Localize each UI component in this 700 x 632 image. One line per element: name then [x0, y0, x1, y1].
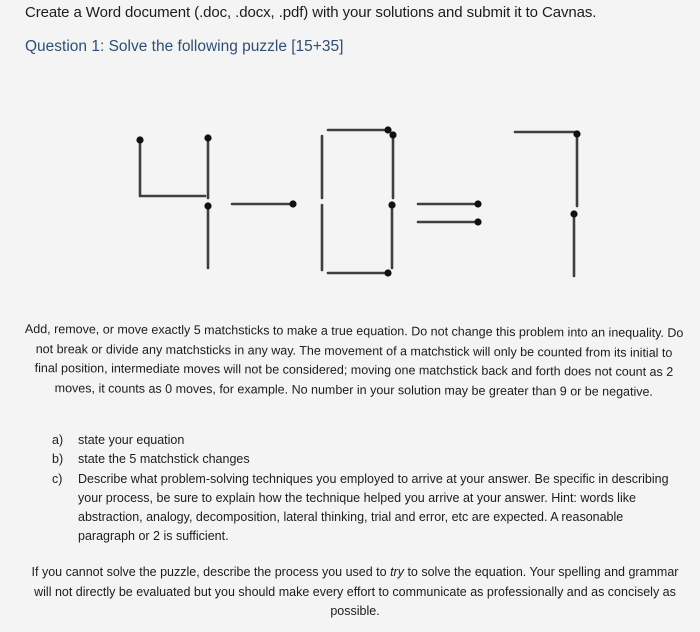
matchstick-equals-top — [418, 200, 482, 207]
task-text: state your equation — [78, 433, 185, 447]
matchstick-zero-top — [328, 126, 392, 133]
matchstick-zero-upper-right — [389, 131, 396, 198]
matchstick-head — [388, 201, 395, 208]
matchstick-head — [474, 218, 481, 225]
matchstick-minus-stick — [232, 200, 297, 207]
matchstick-head — [136, 136, 143, 143]
matchsticks — [136, 126, 580, 276]
matchstick-head — [289, 200, 296, 207]
closing-text-before: If you cannot solve the puzzle, describe the process you used to — [31, 565, 391, 579]
task-item-c — [52, 470, 682, 547]
closing-text-after: to solve the equation. Your spelling and grammar will not directly be evaluated but you should make every effort to communicate as professionally and as concisely as possible. — [34, 565, 679, 618]
task-item-b — [52, 450, 682, 469]
matchstick-one-lower-vertical — [570, 210, 577, 276]
instructions-paragraph: Add, remove, or move exactly 5 matchsticks to make a true equation. Do not change this problem into an inequality. Do not break or divide any matchsticks in any way. The movement of a matchstick will only be counted from its initial to final position, intermediate moves will not be considered; moving one matchstick back and forth does not count as 2 moves, it counts as 0 moves, for example. No number in your solution may be greater than 9 or be negative. — [24, 321, 684, 399]
matchstick-head — [570, 210, 577, 217]
matchstick-equals-bottom — [418, 218, 482, 225]
matchstick-puzzle — [0, 0, 700, 300]
task-marker: a) — [52, 433, 64, 447]
task-text: state the 5 matchstick changes — [78, 452, 250, 467]
matchstick-zero-bottom — [328, 269, 392, 276]
matchstick-head — [384, 269, 391, 276]
task-list — [52, 431, 682, 547]
matchstick-head — [573, 130, 580, 137]
task-text: Describe what problem-solving techniques you employed to arrive at your answer. Be specific in describing your process, be sure to explain how the technique helped you arrive at your answer. Hint: words like abstraction, analogy, decomposition, lateral thinking, trial and error, etc are expected. A reasonable paragraph or 2 is sufficient. — [78, 471, 669, 544]
matchstick-four-lower-vertical — [204, 202, 211, 268]
matchstick-zero-lower-right — [388, 201, 395, 268]
closing-paragraph — [30, 563, 680, 622]
closing-emphasis: try — [390, 565, 404, 579]
question-title: Question 1: Solve the following puzzle [15+35] — [25, 38, 344, 55]
matchstick-one-upper-vertical — [573, 130, 580, 206]
matchstick-head — [204, 202, 211, 209]
matchstick-head — [389, 131, 396, 138]
task-item-a — [52, 431, 682, 450]
matchstick-head — [474, 200, 481, 207]
task-marker: c) — [52, 471, 63, 486]
matchstick-four-upper-vertical — [204, 134, 211, 198]
matchstick-four-left-vertical — [136, 136, 143, 195]
task-marker: b) — [52, 452, 64, 467]
header-instruction: Create a Word document (.doc, .docx, .pdf) with your solutions and submit it to Cavnas. — [25, 4, 597, 21]
matchstick-head — [204, 134, 211, 141]
